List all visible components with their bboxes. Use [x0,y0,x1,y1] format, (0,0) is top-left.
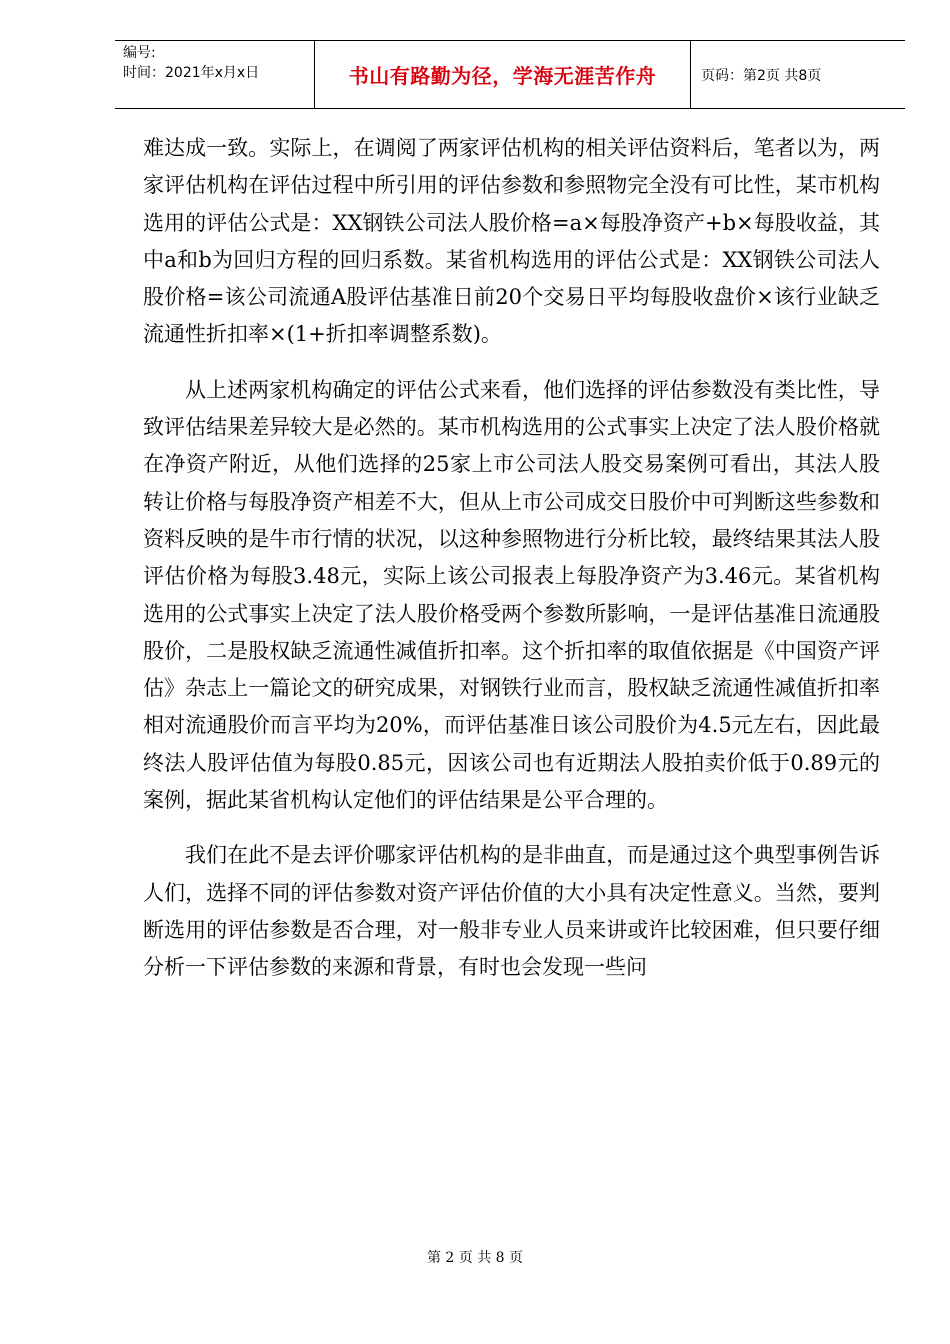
paragraph-1: 难达成一致。实际上，在调阅了两家评估机构的相关评估资料后，笔者以为，两家评估机构在评估过程中所引用的评估参数和参照物完全没有可比性，某市机构选用的评估公式是：XX钢铁公司法人股价格=a×每股净资产+b×每股收益，其中a和b为回归方程的回归系数。某省机构选用的评估公式是：XX钢铁公司法人股价格=该公司流通A股评估基准日前20个交易日平均每股收盘价×该行业缺乏流通性折扣率×(1+折扣率调整系数)。 [143,136,880,347]
header-page-code: 页码：第2页 共8页 [701,67,822,84]
header-motto: 书山有路勤为径，学海无涯苦作舟 [315,41,691,108]
header-info-cell [115,41,315,108]
paragraph-3: 我们在此不是去评价哪家评估机构的是非曲直，而是通过这个典型事例告诉人们，选择不同的评估参数对资产评估价值的大小具有决定性意义。当然，要判断选用的评估参数是否合理，对一般非专业人员来讲或许比较困难，但只要仔细分析一下评估参数的来源和背景，有时也会发现一些问 [143,843,880,980]
document-body [143,130,880,1005]
page-header [115,40,905,109]
date-label: 时间：2021年x月x日 [123,65,260,81]
page-footer: 第 2 页 共 8 页 [426,1250,524,1266]
paragraph-2: 从上述两家机构确定的评估公式来看，他们选择的评估参数没有类比性，导致评估结果差异较大是必然的。某市机构选用的公式事实上决定了法人股价格就在净资产附近，从他们选择的25家上市公司法人股交易案例可看出，其法人股转让价格与每股净资产相差不大，但从上市公司成交日股价中可判断这些参数和资料反映的是牛市行情的状况，以这种参照物进行分析比较，最终结果其法人股评估价格为每股3.48元，实际上该公司报表上每股净资产为3.46元。某省机构选用的公式事实上决定了法人股价格受两个参数所影响，一是评估基准日流通股股价，二是股权缺乏流通性减值折扣率。这个折扣率的取值依据是《中国资产评估》杂志上一篇论文的研究成果，对钢铁行业而言，股权缺乏流通性减值折扣率相对流通股价而言平均为20%，而评估基准日该公司股价为4.5元左右，因此最终法人股评估值为每股0.85元，因该公司也有近期法人股拍卖价低于0.89元的案例，据此某省机构认定他们的评估结果是公平合理的。 [143,377,880,813]
serial-number-label: 编号: [123,45,156,61]
